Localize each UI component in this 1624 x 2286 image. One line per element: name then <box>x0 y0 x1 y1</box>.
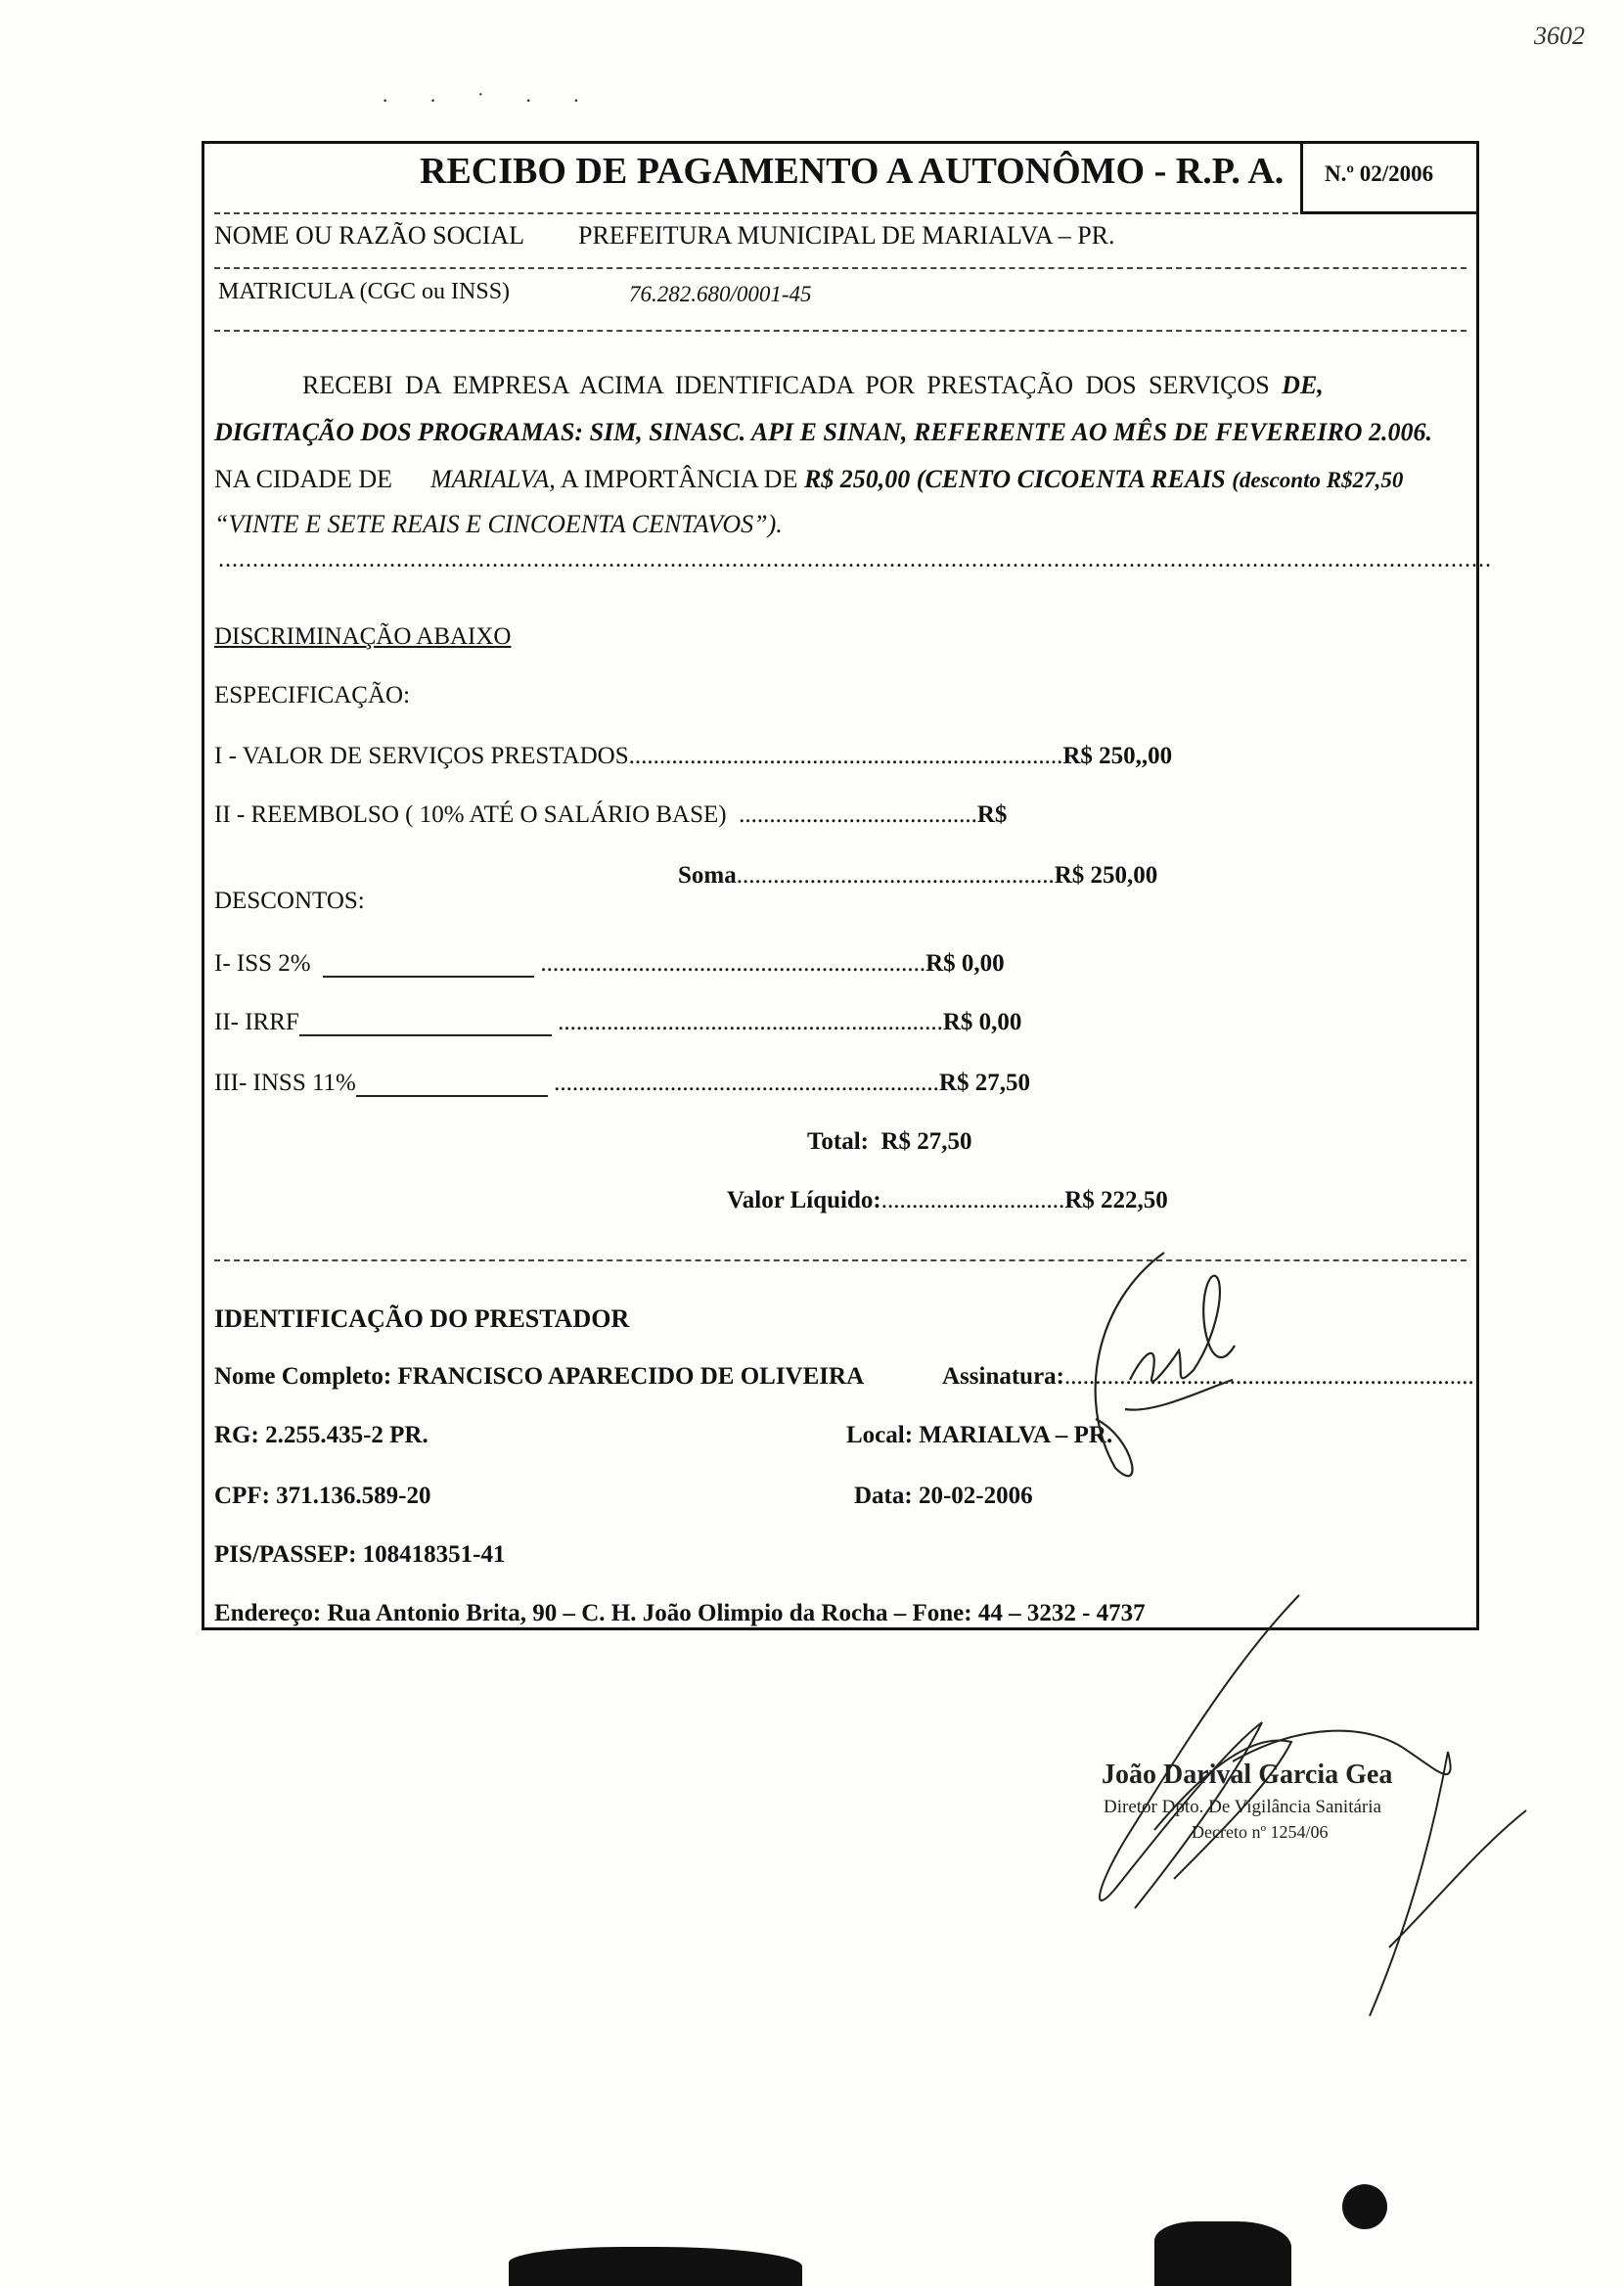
inss-line: III- INSS 11% ...............................................................R$ 27,50 <box>214 1070 1030 1096</box>
irrf-line: II- IRRF ...............................................................R$ 0,00 <box>214 1009 1022 1035</box>
receipt-number: N.º 02/2006 <box>1325 161 1434 186</box>
provider-address-label: Endereço: <box>214 1600 322 1626</box>
payer-name-label: NOME OU RAZÃO SOCIAL <box>214 221 525 250</box>
body-line-2: DIGITAÇÃO DOS PROGRAMAS: SIM, SINASC. API E SINAN, REFERENTE AO MÊS DE FEVEREIRO 2.006. <box>214 418 1433 446</box>
reimbursement-value: R$ <box>976 801 1008 828</box>
body-line-3-b: A IMPORTÂNCIA DE <box>560 465 798 493</box>
irrf-label: II- IRRF <box>214 1009 299 1035</box>
body-line-3-a: NA CIDADE DE <box>214 465 392 493</box>
sum-line: Soma....................................................R$ 250,00 <box>678 862 1158 889</box>
discrimination-heading: DISCRIMINAÇÃO ABAIXO <box>214 623 512 650</box>
page-number-mark: 3602 <box>1534 22 1585 50</box>
provider-address-value: Rua Antonio Brita, 90 – C. H. João Olimpio da Rocha – Fone: 44 – 3232 - 4737 <box>327 1600 1146 1626</box>
signature-label: Assinatura: <box>942 1363 1065 1390</box>
body-line-3-c: R$ 250,00 (CENTO CICOENTA REAIS <box>803 465 1226 493</box>
sum-value: R$ 250,00 <box>1054 862 1158 889</box>
signature-line: Assinatura:................................................................... <box>942 1363 1474 1390</box>
iss-value: R$ 0,00 <box>925 950 1005 977</box>
total-label: Total: <box>807 1128 869 1155</box>
net-value-line: Valor Líquido:..............................R$ 222,50 <box>727 1187 1168 1213</box>
inss-value: R$ 27,50 <box>938 1070 1030 1096</box>
provider-heading: IDENTIFICAÇÃO DO PRESTADOR <box>214 1304 630 1333</box>
body-line-3-city: MARIALVA, <box>430 465 556 493</box>
total-value: R$ 27,50 <box>880 1128 972 1155</box>
body-line-1-italic: DE, <box>1282 371 1324 399</box>
reimbursement-line: II - REEMBOLSO ( 10% ATÉ O SALÁRIO BASE) .......................................R$ <box>214 801 1008 828</box>
iss-line: I- ISS 2% ...............................................................R$ 0,00 <box>214 950 1005 977</box>
net-label: Valor Líquido: <box>727 1187 881 1213</box>
receipt-title: RECIBO DE PAGAMENTO A AUTONÔMO - R.P. A. <box>420 151 1285 192</box>
scan-artifact <box>509 2247 802 2286</box>
payer-registration-label: MATRICULA (CGC ou INSS) <box>218 279 511 304</box>
irrf-value: R$ 0,00 <box>942 1009 1022 1035</box>
provider-local: Local: MARIALVA – PR. <box>846 1422 1113 1448</box>
net-value: R$ 222,50 <box>1064 1187 1168 1213</box>
body-line-4: “VINTE E SETE REAIS E CINCOENTA CENTAVOS”). <box>214 510 783 538</box>
body-line-3-d: (desconto R$27,50 <box>1232 468 1404 492</box>
provider-cpf: CPF: 371.136.589-20 <box>214 1483 431 1509</box>
scan-artifact <box>1342 2184 1387 2229</box>
scan-artifact <box>1154 2221 1291 2286</box>
stamp-decree: Decreto nº 1254/06 <box>1192 1822 1329 1842</box>
discounts-heading: DESCONTOS: <box>214 888 365 914</box>
stamp-role: Diretor Dpto. De Vigilância Sanitária <box>1104 1797 1381 1817</box>
dotted-separator: .......................................................................................................................................................................................... <box>218 547 1492 572</box>
provider-name-value: FRANCISCO APARECIDO DE OLIVEIRA <box>397 1363 865 1390</box>
inss-label: III- INSS 11% <box>214 1070 356 1096</box>
sum-label: Soma <box>678 862 737 889</box>
services-line: I - VALOR DE SERVIÇOS PRESTADOS.......................................................................R$ 250,,00 <box>214 743 1173 769</box>
provider-rg: RG: 2.255.435-2 PR. <box>214 1422 429 1448</box>
services-value: R$ 250,,00 <box>1062 743 1173 769</box>
provider-name-label: Nome Completo: <box>214 1363 392 1390</box>
payer-name-value: PREFEITURA MUNICIPAL DE MARIALVA – PR. <box>578 221 1115 250</box>
specification-label: ESPECIFICAÇÃO: <box>214 682 411 709</box>
reimbursement-label: II - REEMBOLSO ( 10% ATÉ O SALÁRIO BASE) <box>214 801 727 828</box>
payer-registration-value: 76.282.680/0001-45 <box>629 282 812 306</box>
provider-date: Data: 20-02-2006 <box>854 1483 1033 1509</box>
body-line-1-text: RECEBI DA EMPRESA ACIMA IDENTIFICADA POR PRESTAÇÃO DOS SERVIÇOS <box>302 371 1270 399</box>
scan-specks: · · ˙ · · <box>382 88 598 113</box>
stamp-name: João Darival Garcia Gea <box>1102 1760 1393 1790</box>
provider-pis: PIS/PASSEP: 108418351-41 <box>214 1541 506 1568</box>
provider-signature <box>1096 1253 1235 1476</box>
iss-label: I- ISS 2% <box>214 950 311 977</box>
services-label: I - VALOR DE SERVIÇOS PRESTADOS <box>214 743 629 769</box>
